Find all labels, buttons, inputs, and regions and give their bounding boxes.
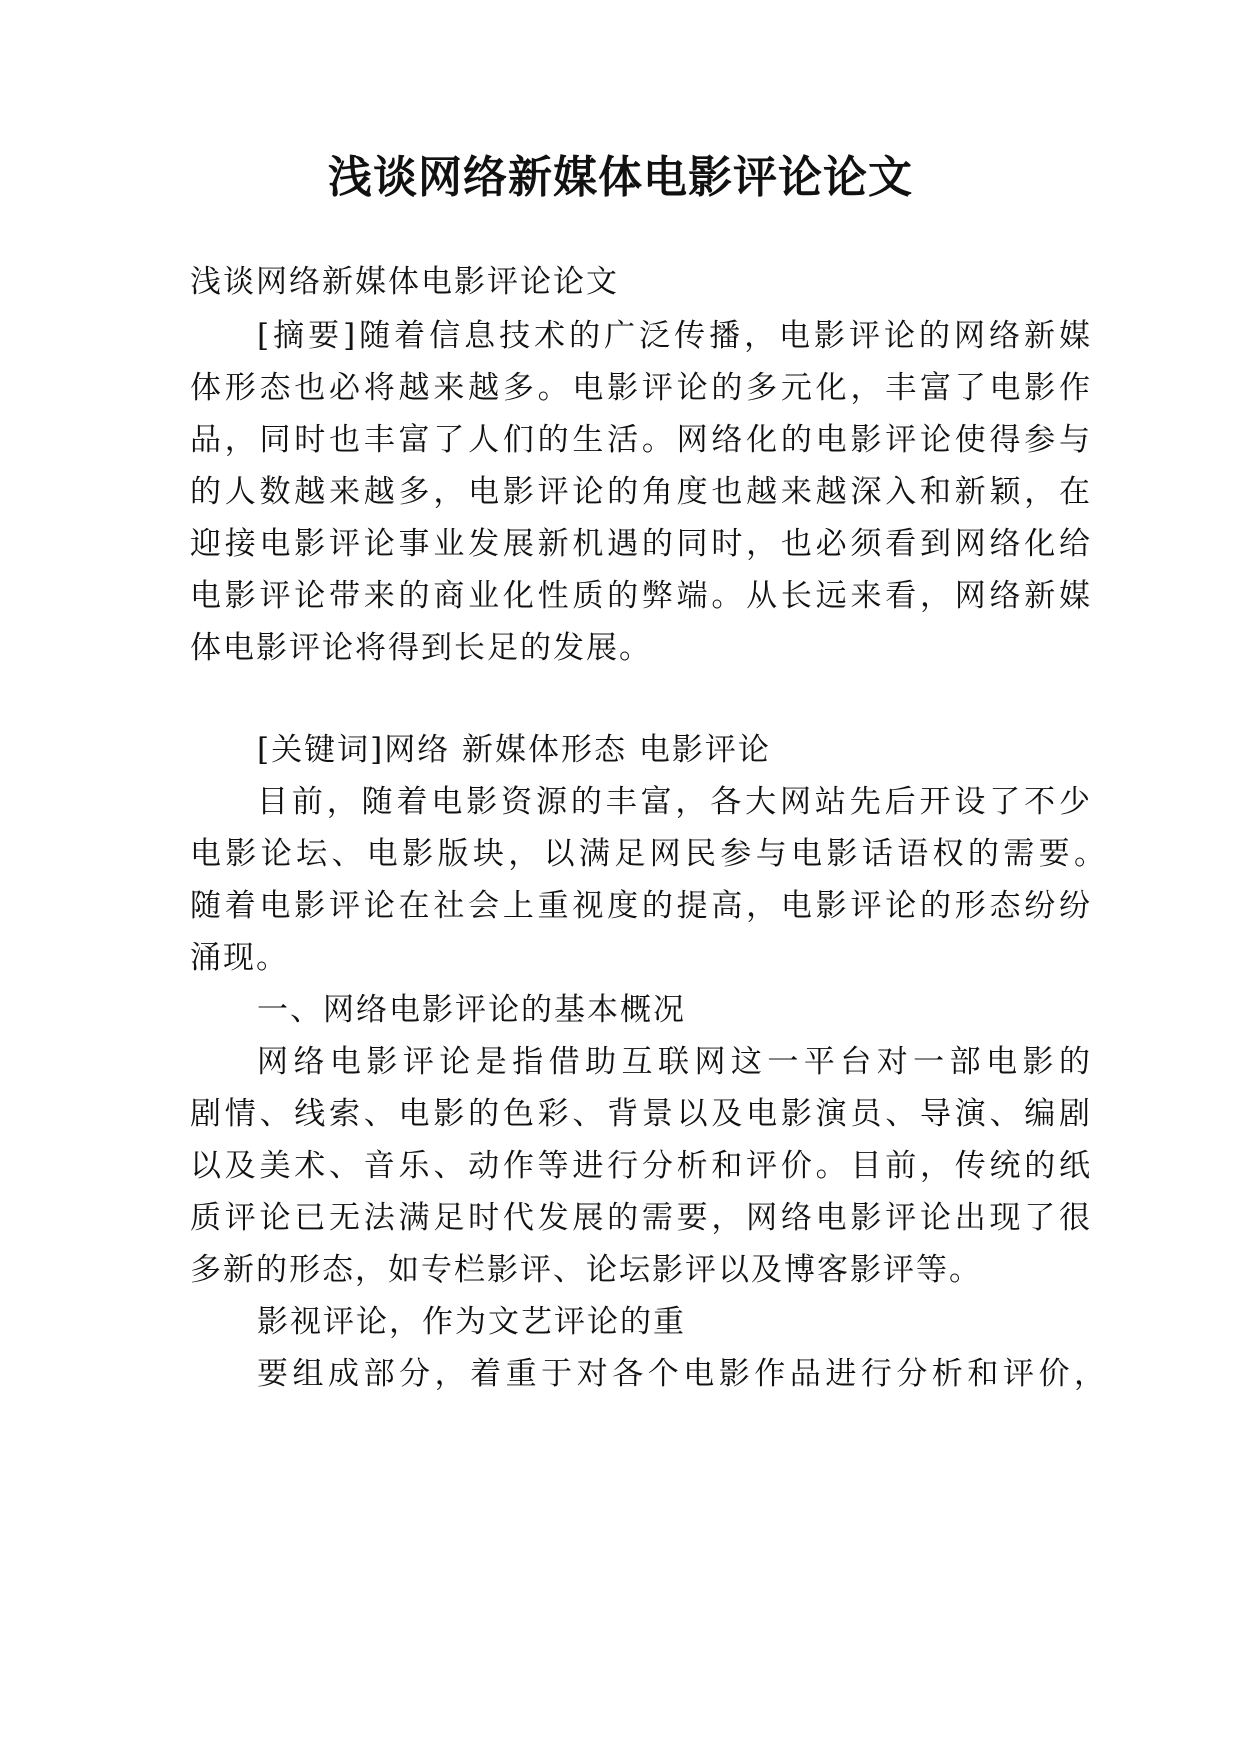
body-line: 网络电影评论是指借助互联网这一平台对一部电影的 — [257, 1044, 1090, 1080]
abstract-line: 电影评论带来的商业化性质的弊端。从长远来看，网络新媒 — [190, 578, 1090, 614]
body-line: 质评论已无法满足时代发展的需要，网络电影评论出现了很 — [190, 1200, 1090, 1236]
subtitle-line: 浅谈网络新媒体电影评论论文 — [190, 264, 619, 300]
body-line: 剧情、线索、电影的色彩、背景以及电影演员、导演、编剧 — [190, 1096, 1090, 1132]
abstract-line: 的人数越来越多，电影评论的角度也越来越深入和新颖，在 — [190, 474, 1090, 510]
body-line: 目前，随着电影资源的丰富，各大网站先后开设了不少 — [257, 784, 1090, 820]
section-heading: 一、网络电影评论的基本概况 — [257, 992, 686, 1028]
abstract-line: 迎接电影评论事业发展新机遇的同时，也必须看到网络化给 — [190, 526, 1090, 562]
body-line: 影视评论，作为文艺评论的重 — [257, 1304, 686, 1340]
body-line: 电影论坛、电影版块，以满足网民参与电影话语权的需要。 — [190, 836, 1105, 872]
abstract-line: 体形态也必将越来越多。电影评论的多元化，丰富了电影作 — [190, 370, 1090, 406]
body-line: 要组成部分，着重于对各个电影作品进行分析和评价， — [257, 1356, 1105, 1392]
body-line: 多新的形态，如专栏影评、论坛影评以及博客影评等。 — [190, 1252, 982, 1288]
abstract-line: 品，同时也丰富了人们的生活。网络化的电影评论使得参与 — [190, 422, 1090, 458]
document-title: 浅谈网络新媒体电影评论论文 — [328, 152, 913, 203]
body-line: 随着电影评论在社会上重视度的提高，电影评论的形态纷纷 — [190, 888, 1090, 924]
keywords-line: [关键词]网络 新媒体形态 电影评论 — [257, 732, 771, 768]
body-line: 涌现。 — [190, 940, 289, 976]
abstract-line: [摘要]随着信息技术的广泛传播，电影评论的网络新媒 — [257, 318, 1090, 354]
abstract-line: 体电影评论将得到长足的发展。 — [190, 630, 652, 666]
body-line: 以及美术、音乐、动作等进行分析和评价。目前，传统的纸 — [190, 1148, 1090, 1184]
